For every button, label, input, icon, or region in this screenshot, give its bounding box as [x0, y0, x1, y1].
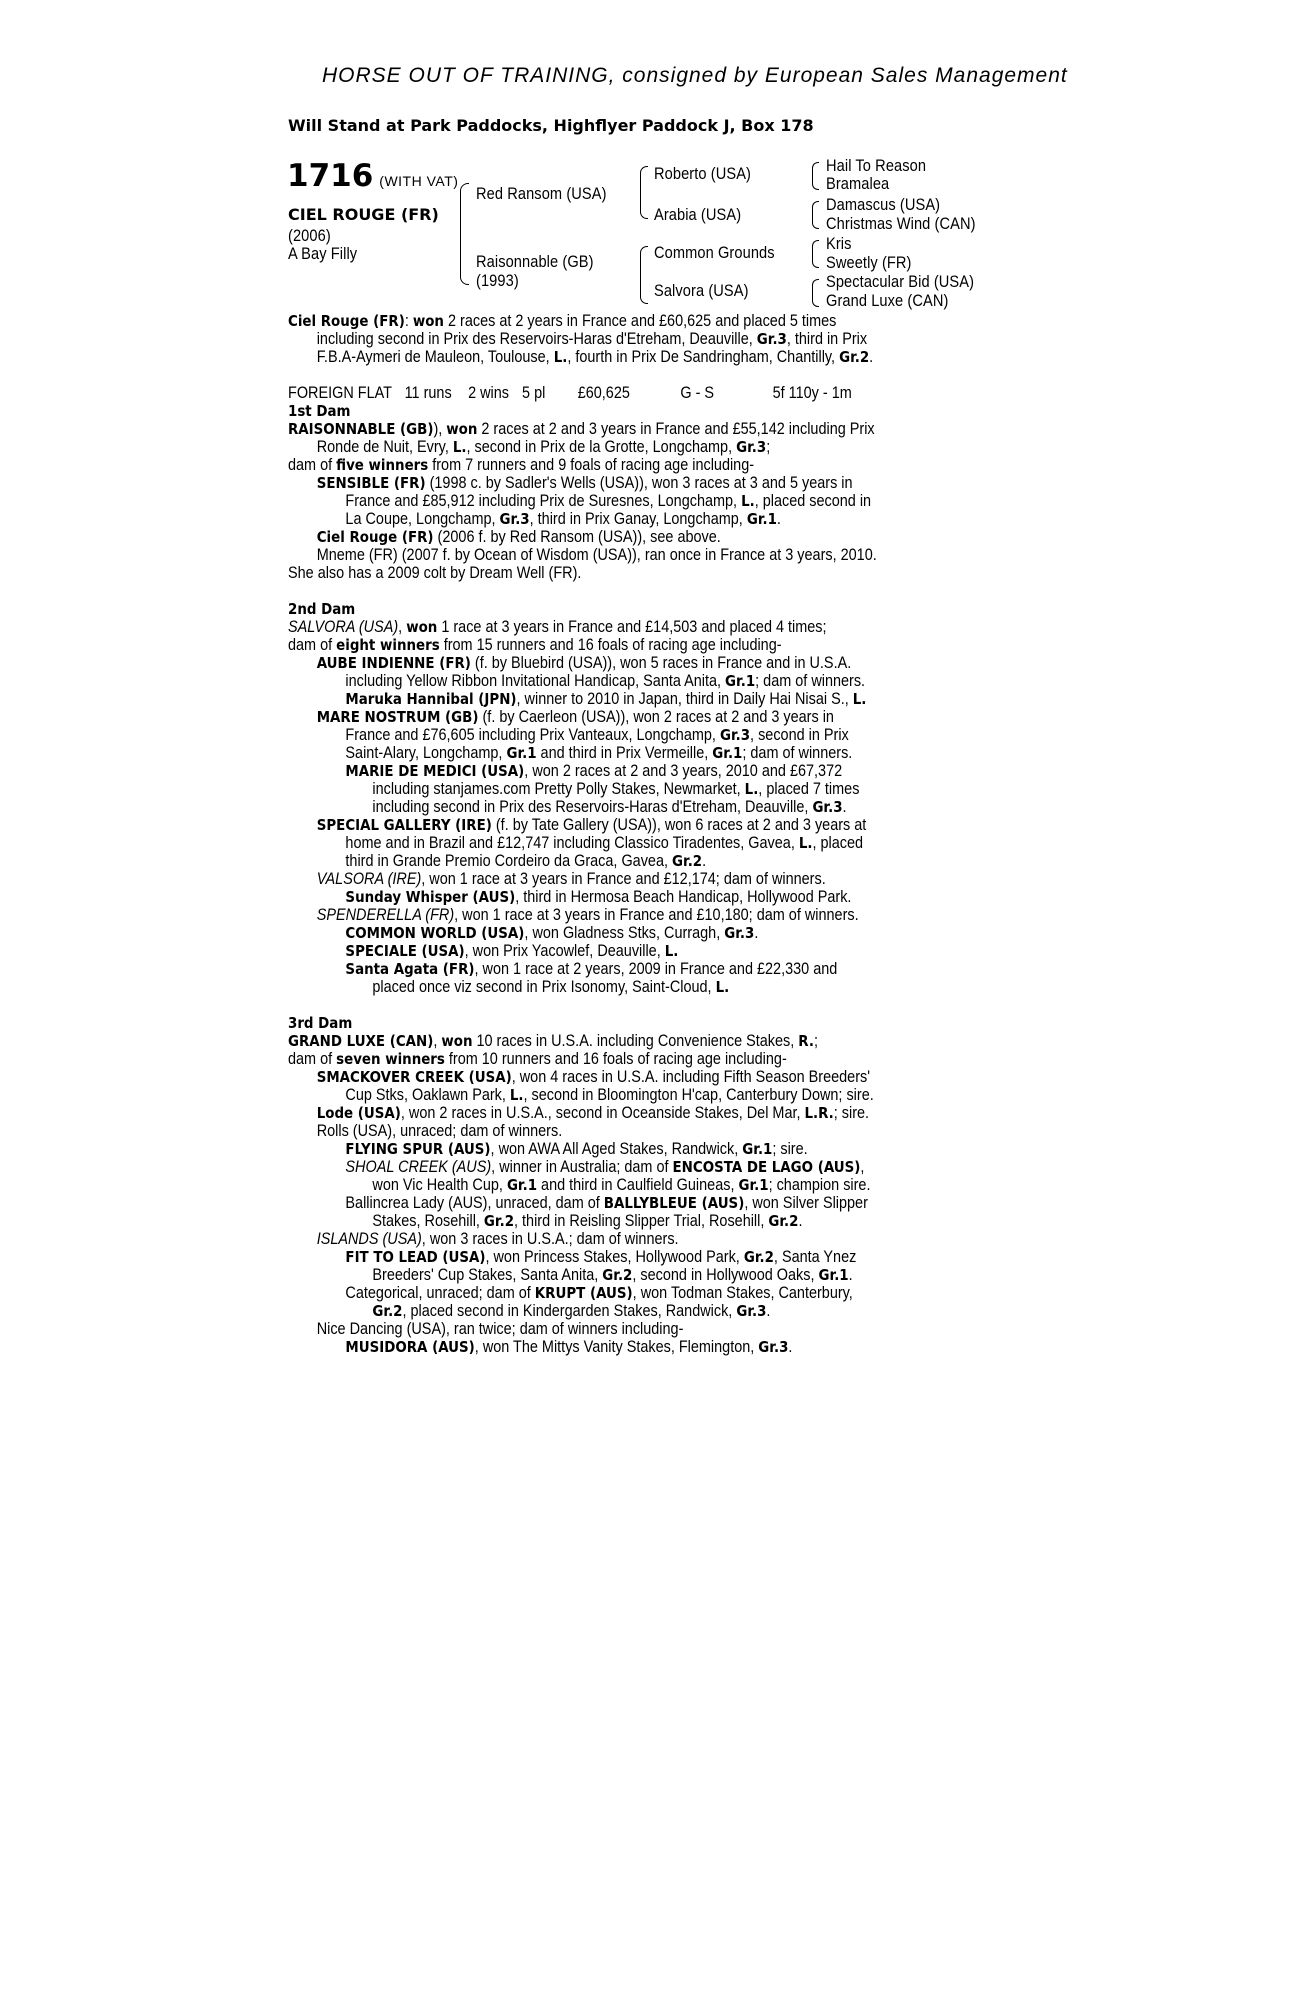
italic-text: ISLANDS (USA) [316, 1229, 422, 1248]
bold-text: Gr.3 [758, 1338, 789, 1356]
bold-text: Gr.3 [736, 1302, 767, 1320]
line-text: , second in Prix [750, 725, 849, 744]
pedigree-sire-sire: Roberto (USA) [654, 164, 751, 183]
line-text: won Vic Health Cup, [372, 1175, 507, 1194]
line-text: , won 2 races in U.S.A., second in Oceanside Stakes, Del Mar, [400, 1103, 805, 1122]
produce-line [288, 690, 1045, 708]
bold-text: L.R. [804, 1104, 834, 1122]
bold-text: Gr.3 [499, 510, 530, 528]
bold-text: Gr.3 [724, 924, 755, 942]
bold-text: MUSIDORA (AUS) [345, 1338, 475, 1356]
bold-text: Ciel Rouge (FR) [316, 528, 434, 546]
produce-line [288, 1158, 1045, 1176]
line-text: , [398, 617, 407, 636]
line-text: . [848, 1265, 853, 1284]
bold-text: Gr.3 [736, 438, 767, 456]
produce-line [288, 510, 1045, 528]
line-text: (f. by Bluebird (USA)), won 5 races in France and in U.S.A. [470, 653, 852, 672]
produce-line [288, 780, 1045, 798]
vat-note: (WITH VAT) [379, 173, 459, 189]
bold-text: L. [509, 1086, 524, 1104]
line-text: . [766, 1301, 771, 1320]
line-text: . [776, 509, 781, 528]
bold-text: Gr.3 [812, 798, 843, 816]
summary-line-2 [288, 330, 1045, 348]
summary-text: 2 races at 2 years in France and £60,625 and placed 5 times [443, 311, 837, 330]
bold-text: SPECIALE (USA) [345, 942, 465, 960]
pedigree-dam-year: (1993) [476, 271, 519, 290]
line-text: She also has a 2009 colt by Dream Well (FR). [288, 563, 582, 582]
bold-text: Gr.1 [725, 672, 756, 690]
line-text: , won Princess Stakes, Hollywood Park, [485, 1247, 744, 1266]
line-text: . [788, 1337, 793, 1356]
bold-text: Gr.2 [372, 1302, 403, 1320]
line-text: , [433, 1031, 442, 1050]
horse-name: CIEL ROUGE (FR) [288, 205, 439, 224]
produce-line [288, 1338, 1045, 1356]
line-text: from 7 runners and 9 foals of racing age including- [428, 455, 755, 474]
line-text: ), [433, 419, 447, 438]
bold-text: ENCOSTA DE LAGO (AUS) [672, 1158, 861, 1176]
produce-line [288, 1104, 1045, 1122]
produce-line [288, 1122, 1045, 1140]
line-text: . [842, 797, 847, 816]
produce-line [288, 1194, 1045, 1212]
bold-text: Gr.1 [818, 1266, 849, 1284]
line-text: placed once viz second in Prix Isonomy, Saint-Cloud, [372, 977, 716, 996]
produce-line [288, 852, 1045, 870]
lot-number [287, 158, 458, 194]
produce-line [288, 924, 1045, 942]
first-dam-section [288, 420, 1158, 582]
pedigree-sss: Hail To Reason [826, 156, 927, 175]
consignor-header: HORSE OUT OF TRAINING, consigned by European Sales Management [322, 64, 1068, 87]
bold-text: L. [741, 492, 755, 510]
produce-line [288, 960, 1045, 978]
summary-text: F.B.A-Aymeri de Mauleon, Toulouse, [316, 347, 554, 366]
summary-text: including second in Prix des Reservoirs-Haras d'Etreham, Deauville, [316, 329, 757, 348]
line-text: Nice Dancing (USA), ran twice; dam of winners including- [316, 1319, 684, 1338]
pedigree-ssd: Bramalea [826, 174, 890, 193]
bold-text: eight winners [336, 636, 440, 654]
bold-text: Gr.3 [719, 726, 751, 744]
stats-runs: 11 runs [404, 383, 452, 402]
line-text: , third in Prix Ganay, Longchamp, [529, 509, 747, 528]
line-text: , Santa Ynez [773, 1247, 857, 1266]
line-text: , placed second in [754, 491, 872, 510]
bold-text: MARIE DE MEDICI (USA) [345, 762, 525, 780]
summary-text: : [404, 311, 413, 330]
bold-text: L. [452, 438, 467, 456]
produce-line [288, 1248, 1045, 1266]
produce-line [288, 798, 1045, 816]
stats-label: FOREIGN FLAT [288, 383, 393, 402]
bold-text: Gr.1 [506, 1176, 538, 1194]
bold-text: Gr.1 [742, 1140, 773, 1158]
produce-line [288, 1230, 1045, 1248]
line-text: third in Grande Premio Cordeiro da Graca, Gavea, [345, 851, 673, 870]
line-text: dam of [288, 635, 337, 654]
pedigree-sire: Red Ransom (USA) [476, 184, 607, 203]
produce-line [288, 942, 1045, 960]
line-text: France and £76,605 including Prix Vanteaux, Longchamp, [345, 725, 720, 744]
line-text: , placed second in Kindergarden Stakes, Randwick, [402, 1301, 737, 1320]
bold-text: SMACKOVER CREEK (USA) [316, 1068, 512, 1086]
line-text: , won The Mittys Vanity Stakes, Flemington, [474, 1337, 759, 1356]
produce-line [288, 1068, 1045, 1086]
bold-text: RAISONNABLE (GB) [288, 420, 434, 438]
line-text: , won Todman Stakes, Canterbury, [632, 1283, 853, 1302]
line-text: Saint-Alary, Longchamp, [345, 743, 507, 762]
line-text: . [754, 923, 759, 942]
bold-text: Santa Agata (FR) [345, 960, 475, 978]
line-text: Ronde de Nuit, Evry, [316, 437, 453, 456]
bold-text: L. [715, 978, 730, 996]
produce-line [288, 564, 1045, 582]
summary-text: , fourth in Prix De Sandringham, Chantilly, [567, 347, 840, 366]
summary-line-3 [288, 348, 1045, 366]
pedigree-dsd: Sweetly (FR) [826, 253, 912, 272]
line-text: Rolls (USA), unraced; dam of winners. [316, 1121, 563, 1140]
produce-line [288, 1266, 1045, 1284]
line-text: , won 4 races in U.S.A. including Fifth Season Breeders' [511, 1067, 870, 1086]
line-text: ; sire. [833, 1103, 870, 1122]
stats-wins: 2 wins [468, 383, 510, 402]
line-text: ; [766, 437, 771, 456]
line-text: Breeders' Cup Stakes, Santa Anita, [372, 1265, 603, 1284]
produce-line [288, 492, 1045, 510]
line-text: , placed 7 times [758, 779, 860, 798]
bold-text: Lode (USA) [316, 1104, 401, 1122]
produce-line [288, 1320, 1045, 1338]
produce-line [288, 834, 1045, 852]
summary-text: . [869, 347, 874, 366]
bold-text: Gr.1 [712, 744, 743, 762]
second-dam-heading: 2nd Dam [288, 600, 356, 618]
summary-won: won [412, 312, 444, 330]
line-text: . [702, 851, 707, 870]
line-text: , winner in Australia; dam of [491, 1157, 673, 1176]
bold-text: FLYING SPUR (AUS) [345, 1140, 491, 1158]
stats-going: G - S [680, 383, 715, 402]
produce-line [288, 654, 1045, 672]
produce-line [288, 762, 1045, 780]
line-text: , [860, 1157, 865, 1176]
bold-text: AUBE INDIENNE (FR) [316, 654, 471, 672]
produce-line [288, 744, 1045, 762]
line-text: and third in Prix Vermeille, [536, 743, 713, 762]
produce-line [288, 870, 1045, 888]
bold-text: Gr.2 [483, 1212, 515, 1230]
bold-text: Gr.1 [738, 1176, 769, 1194]
horse-sex-colour: A Bay Filly [288, 244, 358, 263]
bold-text: Gr.1 [746, 510, 777, 528]
bold-text: Gr.2 [672, 852, 703, 870]
summary-grade: Gr.3 [756, 330, 787, 348]
stats-earnings: £60,625 [577, 383, 630, 402]
line-text: , second in Prix de la Grotte, Longchamp, [466, 437, 737, 456]
produce-line [288, 456, 1045, 474]
pedigree-dam: Raisonnable (GB) [476, 252, 594, 271]
line-text: (1998 c. by Sadler's Wells (USA)), won 3 races at 3 and 5 years in [425, 473, 853, 492]
bold-text: Gr.2 [768, 1212, 799, 1230]
line-text: 2 races at 2 and 3 years in France and £55,142 including Prix [477, 419, 875, 438]
line-text: including Yellow Ribbon Invitational Handicap, Santa Anita, [345, 671, 726, 690]
pedigree-brace-ds [812, 240, 819, 268]
produce-line [288, 1302, 1045, 1320]
line-text: 1 race at 3 years in France and £14,503 and placed 4 times; [437, 617, 827, 636]
pedigree-sdd: Christmas Wind (CAN) [826, 214, 976, 233]
produce-line [288, 1284, 1045, 1302]
line-text: (f. by Caerleon (USA)), won 2 races at 2 and 3 years in [478, 707, 834, 726]
pedigree-brace-dd [812, 279, 819, 307]
line-text: , won 3 races in U.S.A.; dam of winners. [421, 1229, 679, 1248]
summary-grade: Gr.2 [839, 348, 870, 366]
produce-line [288, 726, 1045, 744]
line-text: , second in Bloomington H'cap, Canterbury Down; sire. [523, 1085, 874, 1104]
bold-text: won [446, 420, 478, 438]
line-text: , second in Hollywood Oaks, [632, 1265, 819, 1284]
italic-text: SPENDERELLA (FR) [316, 905, 455, 924]
bold-text: FIT TO LEAD (USA) [345, 1248, 486, 1266]
produce-line [288, 546, 1045, 564]
line-text: , won 2 races at 2 and 3 years, 2010 and £67,372 [524, 761, 843, 780]
race-record [288, 384, 1045, 402]
first-dam-heading: 1st Dam [288, 402, 351, 420]
pedigree-brace-main [460, 183, 469, 285]
produce-line [288, 636, 1045, 654]
bold-text: won [406, 618, 438, 636]
pedigree-brace-dam [640, 246, 648, 304]
pedigree-dds: Spectacular Bid (USA) [826, 272, 975, 291]
bold-text: BALLYBLEUE (AUS) [603, 1194, 745, 1212]
italic-text: SHOAL CREEK (AUS) [345, 1157, 492, 1176]
pedigree-dss: Kris [826, 234, 852, 253]
line-text: , won 1 race at 2 years, 2009 in France and £22,330 and [474, 959, 838, 978]
bold-text: Gr.1 [506, 744, 537, 762]
line-text: ; dam of winners. [742, 743, 853, 762]
line-text: (f. by Tate Gallery (USA)), won 6 races at 2 and 3 years at [491, 815, 867, 834]
stand-location: Will Stand at Park Paddocks, Highflyer Paddock J, Box 178 [288, 116, 814, 135]
produce-line [288, 1086, 1045, 1104]
line-text: , won 1 race at 3 years in France and £12,174; dam of winners. [421, 869, 826, 888]
bold-text: five winners [336, 456, 429, 474]
italic-text: VALSORA (IRE) [316, 869, 422, 888]
horse-year: (2006) [288, 226, 331, 245]
produce-line [288, 474, 1045, 492]
pedigree-sire-dam: Arabia (USA) [654, 205, 742, 224]
pedigree-brace-ss [812, 162, 819, 190]
bold-text: COMMON WORLD (USA) [345, 924, 525, 942]
line-text: , won AWA All Aged Stakes, Randwick, [490, 1139, 743, 1158]
line-text: Ballincrea Lady (AUS), unraced, dam of [345, 1193, 604, 1212]
line-text: , third in Hermosa Beach Handicap, Hollywood Park. [515, 887, 852, 906]
line-text: including second in Prix des Reservoirs-Haras d'Etreham, Deauville, [372, 797, 813, 816]
bold-text: L. [852, 690, 867, 708]
lot-number-value: 1716 [287, 158, 374, 194]
stats-placed: 5 pl [522, 383, 546, 402]
second-dam-section [288, 618, 1158, 996]
summary-line-1 [288, 312, 1045, 330]
line-text: 10 races in U.S.A. including Convenience Stakes, [472, 1031, 799, 1050]
bold-text: L. [798, 834, 813, 852]
bold-text: L. [664, 942, 679, 960]
bold-text: Gr.2 [602, 1266, 633, 1284]
produce-line [288, 888, 1045, 906]
bold-text: L. [744, 780, 759, 798]
produce-line [288, 618, 1045, 636]
line-text: ; [813, 1031, 818, 1050]
line-text: including stanjames.com Pretty Polly Stakes, Newmarket, [372, 779, 745, 798]
produce-line [288, 420, 1045, 438]
summary-grade: L. [553, 348, 568, 366]
line-text: Mneme (FR) (2007 f. by Ocean of Wisdom (USA)), ran once in France at 3 years, 2010. [316, 545, 877, 564]
produce-line [288, 906, 1045, 924]
third-dam-heading: 3rd Dam [288, 1014, 353, 1032]
line-text: from 15 runners and 16 foals of racing age including- [439, 635, 782, 654]
line-text: dam of [288, 455, 337, 474]
pedigree-dam-dam: Salvora (USA) [654, 281, 749, 300]
line-text: France and £85,912 including Prix de Suresnes, Longchamp, [345, 491, 742, 510]
pedigree-brace-sire [640, 166, 648, 219]
line-text: La Coupe, Longchamp, [345, 509, 500, 528]
line-text: dam of [288, 1049, 337, 1068]
line-text: , third in Reisling Slipper Trial, Rosehill, [514, 1211, 769, 1230]
pedigree-brace-sd [812, 201, 819, 229]
bold-text: SENSIBLE (FR) [316, 474, 426, 492]
pedigree-dam-sire: Common Grounds [654, 243, 775, 262]
line-text: and third in Caulfield Guineas, [537, 1175, 739, 1194]
line-text: from 10 runners and 16 foals of racing age including- [444, 1049, 787, 1068]
third-dam-section [288, 1032, 1158, 1356]
line-text: Categorical, unraced; dam of [345, 1283, 535, 1302]
line-text: , won Gladness Stks, Curragh, [524, 923, 725, 942]
line-text: . [798, 1211, 803, 1230]
produce-line [288, 708, 1045, 726]
produce-line [288, 1032, 1045, 1050]
line-text: (2006 f. by Red Ransom (USA)), see above. [433, 527, 721, 546]
stats-distance: 5f 110y - 1m [772, 383, 852, 402]
produce-line [288, 1212, 1045, 1230]
line-text: ; dam of winners. [755, 671, 866, 690]
bold-text: KRUPT (AUS) [534, 1284, 633, 1302]
bold-text: won [441, 1032, 473, 1050]
produce-line [288, 816, 1045, 834]
bold-text: Maruka Hannibal (JPN) [345, 690, 517, 708]
summary-text: , third in Prix [786, 329, 868, 348]
bold-text: MARE NOSTRUM (GB) [316, 708, 479, 726]
line-text: , won Prix Yacowlef, Deauville, [464, 941, 665, 960]
line-text: home and in Brazil and £12,747 including Classico Tiradentes, Gavea, [345, 833, 799, 852]
produce-line [288, 1176, 1045, 1194]
produce-line [288, 1140, 1045, 1158]
produce-line [288, 438, 1045, 456]
bold-text: Gr.2 [743, 1248, 774, 1266]
bold-text: seven winners [336, 1050, 445, 1068]
line-text: , winner to 2010 in Japan, third in Daily Hai Nisai S., [516, 689, 853, 708]
catalogue-body [288, 312, 1158, 1356]
pedigree-ddd: Grand Luxe (CAN) [826, 291, 949, 310]
line-text: Cup Stks, Oaklawn Park, [345, 1085, 510, 1104]
summary-horse-name: Ciel Rouge (FR) [288, 312, 405, 330]
line-text: ; champion sire. [768, 1175, 871, 1194]
bold-text: GRAND LUXE (CAN) [288, 1032, 434, 1050]
produce-line [288, 978, 1045, 996]
bold-text: R. [798, 1032, 814, 1050]
line-text: ; sire. [772, 1139, 808, 1158]
line-text: Stakes, Rosehill, [372, 1211, 484, 1230]
line-text: , won Silver Slipper [744, 1193, 868, 1212]
pedigree-sds: Damascus (USA) [826, 195, 941, 214]
produce-line [288, 1050, 1045, 1068]
line-text: , won 1 race at 3 years in France and £10,180; dam of winners. [454, 905, 859, 924]
italic-text: SALVORA (USA) [288, 617, 399, 636]
bold-text: Sunday Whisper (AUS) [345, 888, 516, 906]
produce-line [288, 672, 1045, 690]
bold-text: SPECIAL GALLERY (IRE) [316, 816, 492, 834]
produce-line [288, 528, 1045, 546]
line-text: , placed [812, 833, 864, 852]
